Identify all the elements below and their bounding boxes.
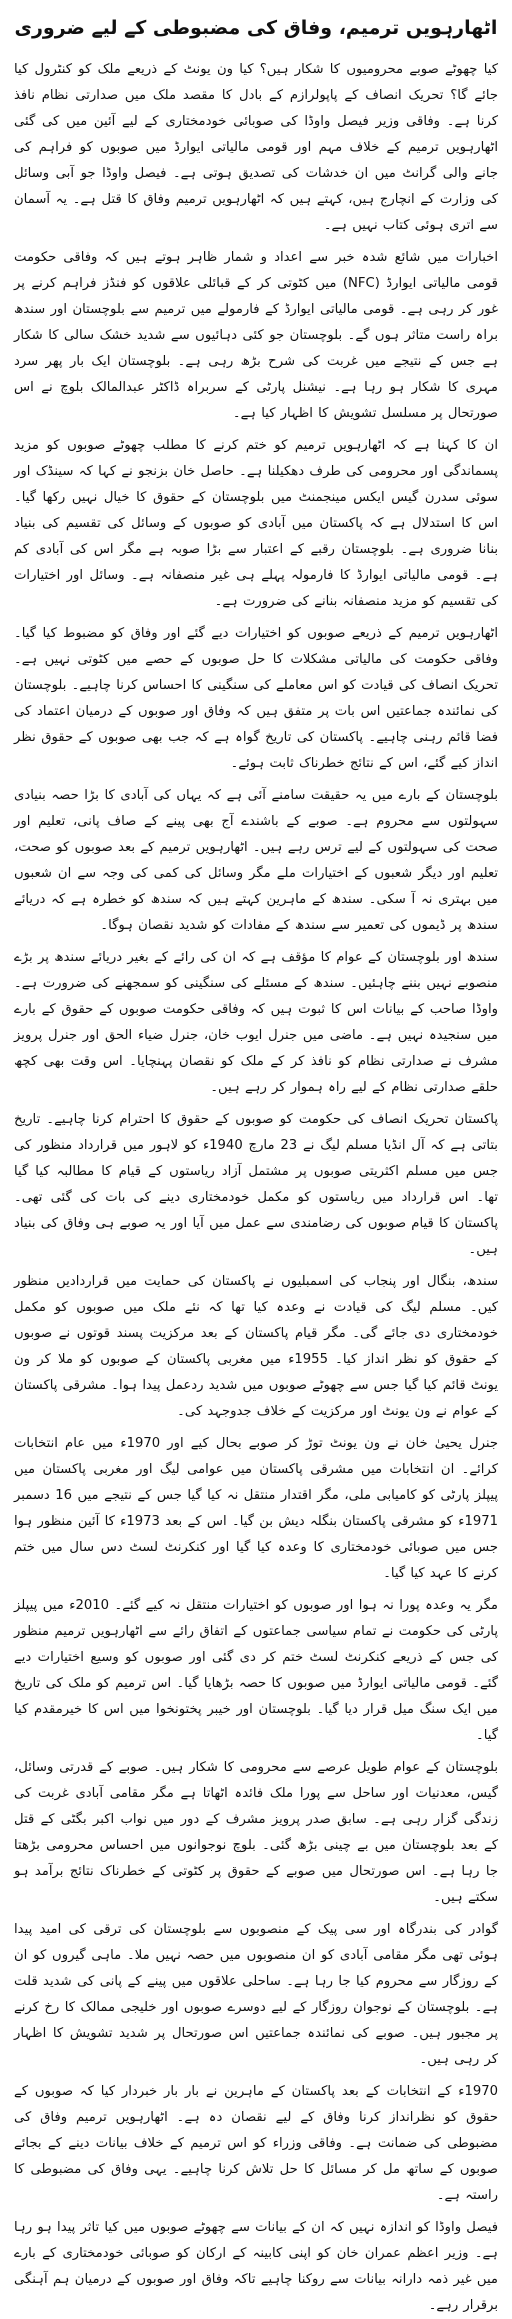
article-paragraph: اٹھارہویں ترمیم کے ذریعے صوبوں کو اختیارات دیے گئے اور وفاق کو مضبوط کیا گیا۔ وفاقی حکومت کی مالیاتی مشکلات کا حل صوبوں کے حصے میں کٹوتی نہیں ہے۔ تحریک انصاف کی قیادت کو اس معاملے کی سنگینی کا احساس کرنا چاہیے۔ بلوچستان کی نمائندہ جماعتیں اس بات پر متفق ہیں کہ وفاق اور صوبوں کے درمیان اعتماد کی فضا قائم رہنی چاہیے۔ پاکستان کی تاریخ گواہ ہے کہ جب بھی صوبوں کے حقوق نظر انداز کیے گئے، اس کے نتائج خطرناک ثابت ہوئے۔ xyxy=(14,625,498,771)
article-paragraph: جنرل یحییٰ خان نے ون یونٹ توڑ کر صوبے بحال کیے اور 1970ء میں عام انتخابات کرائے۔ ان انتخابات میں مشرقی پاکستان میں عوامی لیگ اور مغربی پاکستان میں پیپلز پارٹی کو کامیابی ملی، مگر اقتدار منتقل نہ کیا گیا جس کے نتیجے میں 16 دسمبر 1971ء کو مشرقی پاکستان بنگلہ دیش بن گیا۔ اس کے بعد 1973ء کا آئین منظور ہوا جس میں صوبائی خودمختاری کا وعدہ کیا گیا اور کنکرنٹ لسٹ دس سال میں ختم کرنے کا عہد کیا گیا۔ xyxy=(14,1435,498,1581)
article-title: اٹھارہویں ترمیم، وفاق کی مضبوطی کے لیے ضروری xyxy=(14,17,498,39)
article-body xyxy=(14,57,498,2319)
article-paragraph: ان کا کہنا ہے کہ اٹھارہویں ترمیم کو ختم کرنے کا مطلب چھوٹے صوبوں کو مزید پسماندگی اور محرومی کی طرف دھکیلنا ہے۔ حاصل خان بزنجو نے کہا کہ سینڈک اور سوئی سدرن گیس ایکس مینجمنٹ میں بلوچستان کے حقوق کا خیال نہیں رکھا گیا۔ اس کا استدلال ہے کہ پاکستان میں آبادی کو صوبوں کے وسائل کی تقسیم کی بنیاد بنانا ضروری ہے۔ بلوچستان رقبے کے اعتبار سے بڑا صوبہ ہے مگر اس کی آبادی کم ہے۔ قومی مالیاتی ایوارڈ کا فارمولہ پہلے ہی غیر منصفانہ ہے۔ وسائل اور اختیارات کی تقسیم کو مزید منصفانہ بنانے کی ضرورت ہے۔ xyxy=(14,437,498,609)
article-paragraph: سندھ، بنگال اور پنجاب کی اسمبلیوں نے پاکستان کی حمایت میں قراردادیں منظور کیں۔ مسلم لیگ کی قیادت نے وعدہ کیا تھا کہ نئے ملک میں صوبوں کو مکمل خودمختاری دی جائے گی۔ مگر قیام پاکستان کے بعد مرکزیت پسند قوتوں نے صوبوں کے حقوق کو نظر انداز کیا۔ 1955ء میں مغربی پاکستان کے صوبوں کو ملا کر ون یونٹ قائم کیا گیا جس سے چھوٹے صوبوں میں شدید ردعمل پیدا ہوا۔ مشرقی پاکستان کے عوام نے ون یونٹ اور مرکزیت کے خلاف جدوجہد کی۔ xyxy=(14,1273,499,1419)
article-paragraph: گوادر کی بندرگاہ اور سی پیک کے منصوبوں سے بلوچستان کی ترقی کی امید پیدا ہوئی تھی مگر مقامی آبادی کو ان منصوبوں میں حصہ نہیں ملا۔ ماہی گیروں کو ان کے روزگار سے محروم کیا جا رہا ہے۔ ساحلی علاقوں میں پینے کے پانی کی شدید قلت ہے۔ بلوچستان کے نوجوان روزگار کے لیے دوسرے صوبوں اور خلیجی ممالک کا رخ کرنے پر مجبور ہیں۔ صوبے کی نمائندہ جماعتیں اس صورتحال پر شدید تشویش کا اظہار کر رہی ہیں۔ xyxy=(14,1921,498,2067)
article-paragraph: اخبارات میں شائع شدہ خبر سے اعداد و شمار ظاہر ہوتے ہیں کہ وفاقی حکومت قومی مالیاتی ایوارڈ (NFC) میں کٹوتی کر کے قبائلی علاقوں کو فنڈز فراہم کرنے پر غور کر رہی ہے۔ قومی مالیاتی ایوارڈ کے فارمولے میں ترمیم سے بلوچستان اور سندھ براہ راست متاثر ہوں گے۔ بلوچستان جو کئی دہائیوں سے شدید خشک سالی کا شکار ہے جس کے نتیجے میں غربت کی شرح بڑھ رہی ہے۔ بلوچستان ایک بار پھر سرد مہری کا شکار ہو رہا ہے۔ نیشنل پارٹی کے سربراہ ڈاکٹر عبدالمالک بلوچ نے اس صورتحال پر مسلسل تشویش کا اظہار کیا ہے۔ xyxy=(14,249,498,421)
article-paragraph: مگر یہ وعدہ پورا نہ ہوا اور صوبوں کو اختیارات منتقل نہ کیے گئے۔ 2010ء میں پیپلز پارٹی کی حکومت نے تمام سیاسی جماعتوں کے اتفاق رائے سے اٹھارہویں ترمیم منظور کی جس کے ذریعے کنکرنٹ لسٹ ختم کر دی گئی اور صوبوں کو وسیع اختیارات دیے گئے۔ قومی مالیاتی ایوارڈ میں صوبوں کا حصہ بڑھایا گیا۔ اس ترمیم کو ملک کی تاریخ میں ایک سنگ میل قرار دیا گیا۔ بلوچستان اور خیبر پختونخوا میں اس کا خیرمقدم کیا گیا۔ xyxy=(14,1597,498,1743)
article-paragraph: بلوچستان کے بارے میں یہ حقیقت سامنے آئی ہے کہ یہاں کی آبادی کا بڑا حصہ بنیادی سہولتوں سے محروم ہے۔ صوبے کے باشندے آج بھی پینے کے صاف پانی، تعلیم اور صحت کی سہولتوں کے لیے ترس رہے ہیں۔ اٹھارہویں ترمیم کے بعد صوبوں کو صحت، تعلیم اور دیگر شعبوں کے اختیارات ملے مگر وسائل کی کمی کی وجہ سے ان شعبوں میں بہتری نہ آ سکی۔ سندھ کے ماہرین کہتے ہیں کہ سندھ کو خطرہ ہے کہ دریائے سندھ پر ڈیموں کی تعمیر سے سندھ کے مفادات کو شدید نقصان ہوگا۔ xyxy=(14,787,498,933)
article-paragraph: فیصل واوڈا کو اندازہ نہیں کہ ان کے بیانات سے چھوٹے صوبوں میں کیا تاثر پیدا ہو رہا ہے۔ وزیر اعظم عمران خان کو اپنی کابینہ کے ارکان کو صوبائی خودمختاری کے بارے میں غیر ذمہ دارانہ بیانات سے روکنا چاہیے تاکہ وفاق اور صوبوں کے درمیان ہم آہنگی برقرار رہے۔ xyxy=(14,2219,498,2313)
article-paragraph: پاکستان تحریک انصاف کی حکومت کو صوبوں کے حقوق کا احترام کرنا چاہیے۔ تاریخ بتاتی ہے کہ آل انڈیا مسلم لیگ نے 23 مارچ 1940ء کو لاہور میں قرارداد منظور کی جس میں مسلم اکثریتی صوبوں پر مشتمل آزاد ریاستوں کے قیام کا مطالبہ کیا گیا تھا۔ اس قرارداد میں ریاستوں کو مکمل خودمختاری دینے کی بات کی گئی تھی۔ پاکستان کا قیام صوبوں کی رضامندی سے عمل میں آیا اور یہ صوبے ہی وفاق کی بنیاد ہیں۔ xyxy=(14,1111,498,1257)
article-paragraph: 1970ء کے انتخابات کے بعد پاکستان کے ماہرین نے بار بار خبردار کیا کہ صوبوں کے حقوق کو نظرانداز کرنا وفاق کے لیے نقصان دہ ہے۔ اٹھارہویں ترمیم وفاق کی مضبوطی کی ضمانت ہے۔ وفاقی وزراء کو اس ترمیم کے خلاف بیانات دینے کے بجائے صوبوں کے ساتھ مل کر مسائل کا حل تلاش کرنا چاہیے۔ یہی وفاق کی مضبوطی کا راستہ ہے۔ xyxy=(14,2083,498,2203)
article-paragraph: کیا چھوٹے صوبے محرومیوں کا شکار ہیں؟ کیا ون یونٹ کے ذریعے ملک کو کنٹرول کیا جائے گا؟ تحریک انصاف کے پاپولرازم کے بادل کا مقصد ملک میں صدارتی نظام نافذ کرنا ہے۔ وفاقی وزیر فیصل واوڈا کی صوبائی خودمختاری کے لیے آئین میں کی گئی اٹھارہویں ترمیم کے خلاف مہم اور قومی مالیاتی ایوارڈ میں صوبوں کو فراہم کی جانے والی گرانٹ میں ان خدشات کی تصدیق ہوتی ہے۔ فیصل واوڈا جو آبی وسائل کی وزارت کے انچارج ہیں، کہتے ہیں کہ اٹھارہویں ترمیم وفاق کا قتل ہے۔ یہ آسمان سے اتری ہوئی کتاب نہیں ہے۔ xyxy=(14,61,498,233)
article-paragraph: بلوچستان کے عوام طویل عرصے سے محرومی کا شکار ہیں۔ صوبے کے قدرتی وسائل، گیس، معدنیات اور ساحل سے پورا ملک فائدہ اٹھاتا ہے مگر مقامی آبادی غربت کی زندگی گزار رہی ہے۔ سابق صدر پرویز مشرف کے دور میں نواب اکبر بگٹی کے قتل کے بعد بلوچستان میں بے چینی بڑھ گئی۔ بلوچ نوجوانوں میں احساس محرومی بڑھتا جا رہا ہے۔ اس صورتحال میں صوبے کے حقوق پر کٹوتی کے خطرناک نتائج برآمد ہو سکتے ہیں۔ xyxy=(14,1759,498,1905)
article-paragraph: سندھ اور بلوچستان کے عوام کا مؤقف ہے کہ ان کی رائے کے بغیر دریائے سندھ پر بڑے منصوبے نہیں بننے چاہئیں۔ سندھ کے مسئلے کی سنگینی کو سمجھنے کی ضرورت ہے۔ واوڈا صاحب کے بیانات اس کا ثبوت ہیں کہ وفاقی حکومت صوبوں کے حقوق کے بارے میں سنجیدہ نہیں ہے۔ ماضی میں جنرل ایوب خان، جنرل ضیاء الحق اور جنرل پرویز مشرف نے صدارتی نظام کو نافذ کر کے ملک کو نقصان پہنچایا۔ اس وقت بھی کچھ حلقے صدارتی نظام کے لیے راہ ہموار کر رہے ہیں۔ xyxy=(14,949,498,1095)
